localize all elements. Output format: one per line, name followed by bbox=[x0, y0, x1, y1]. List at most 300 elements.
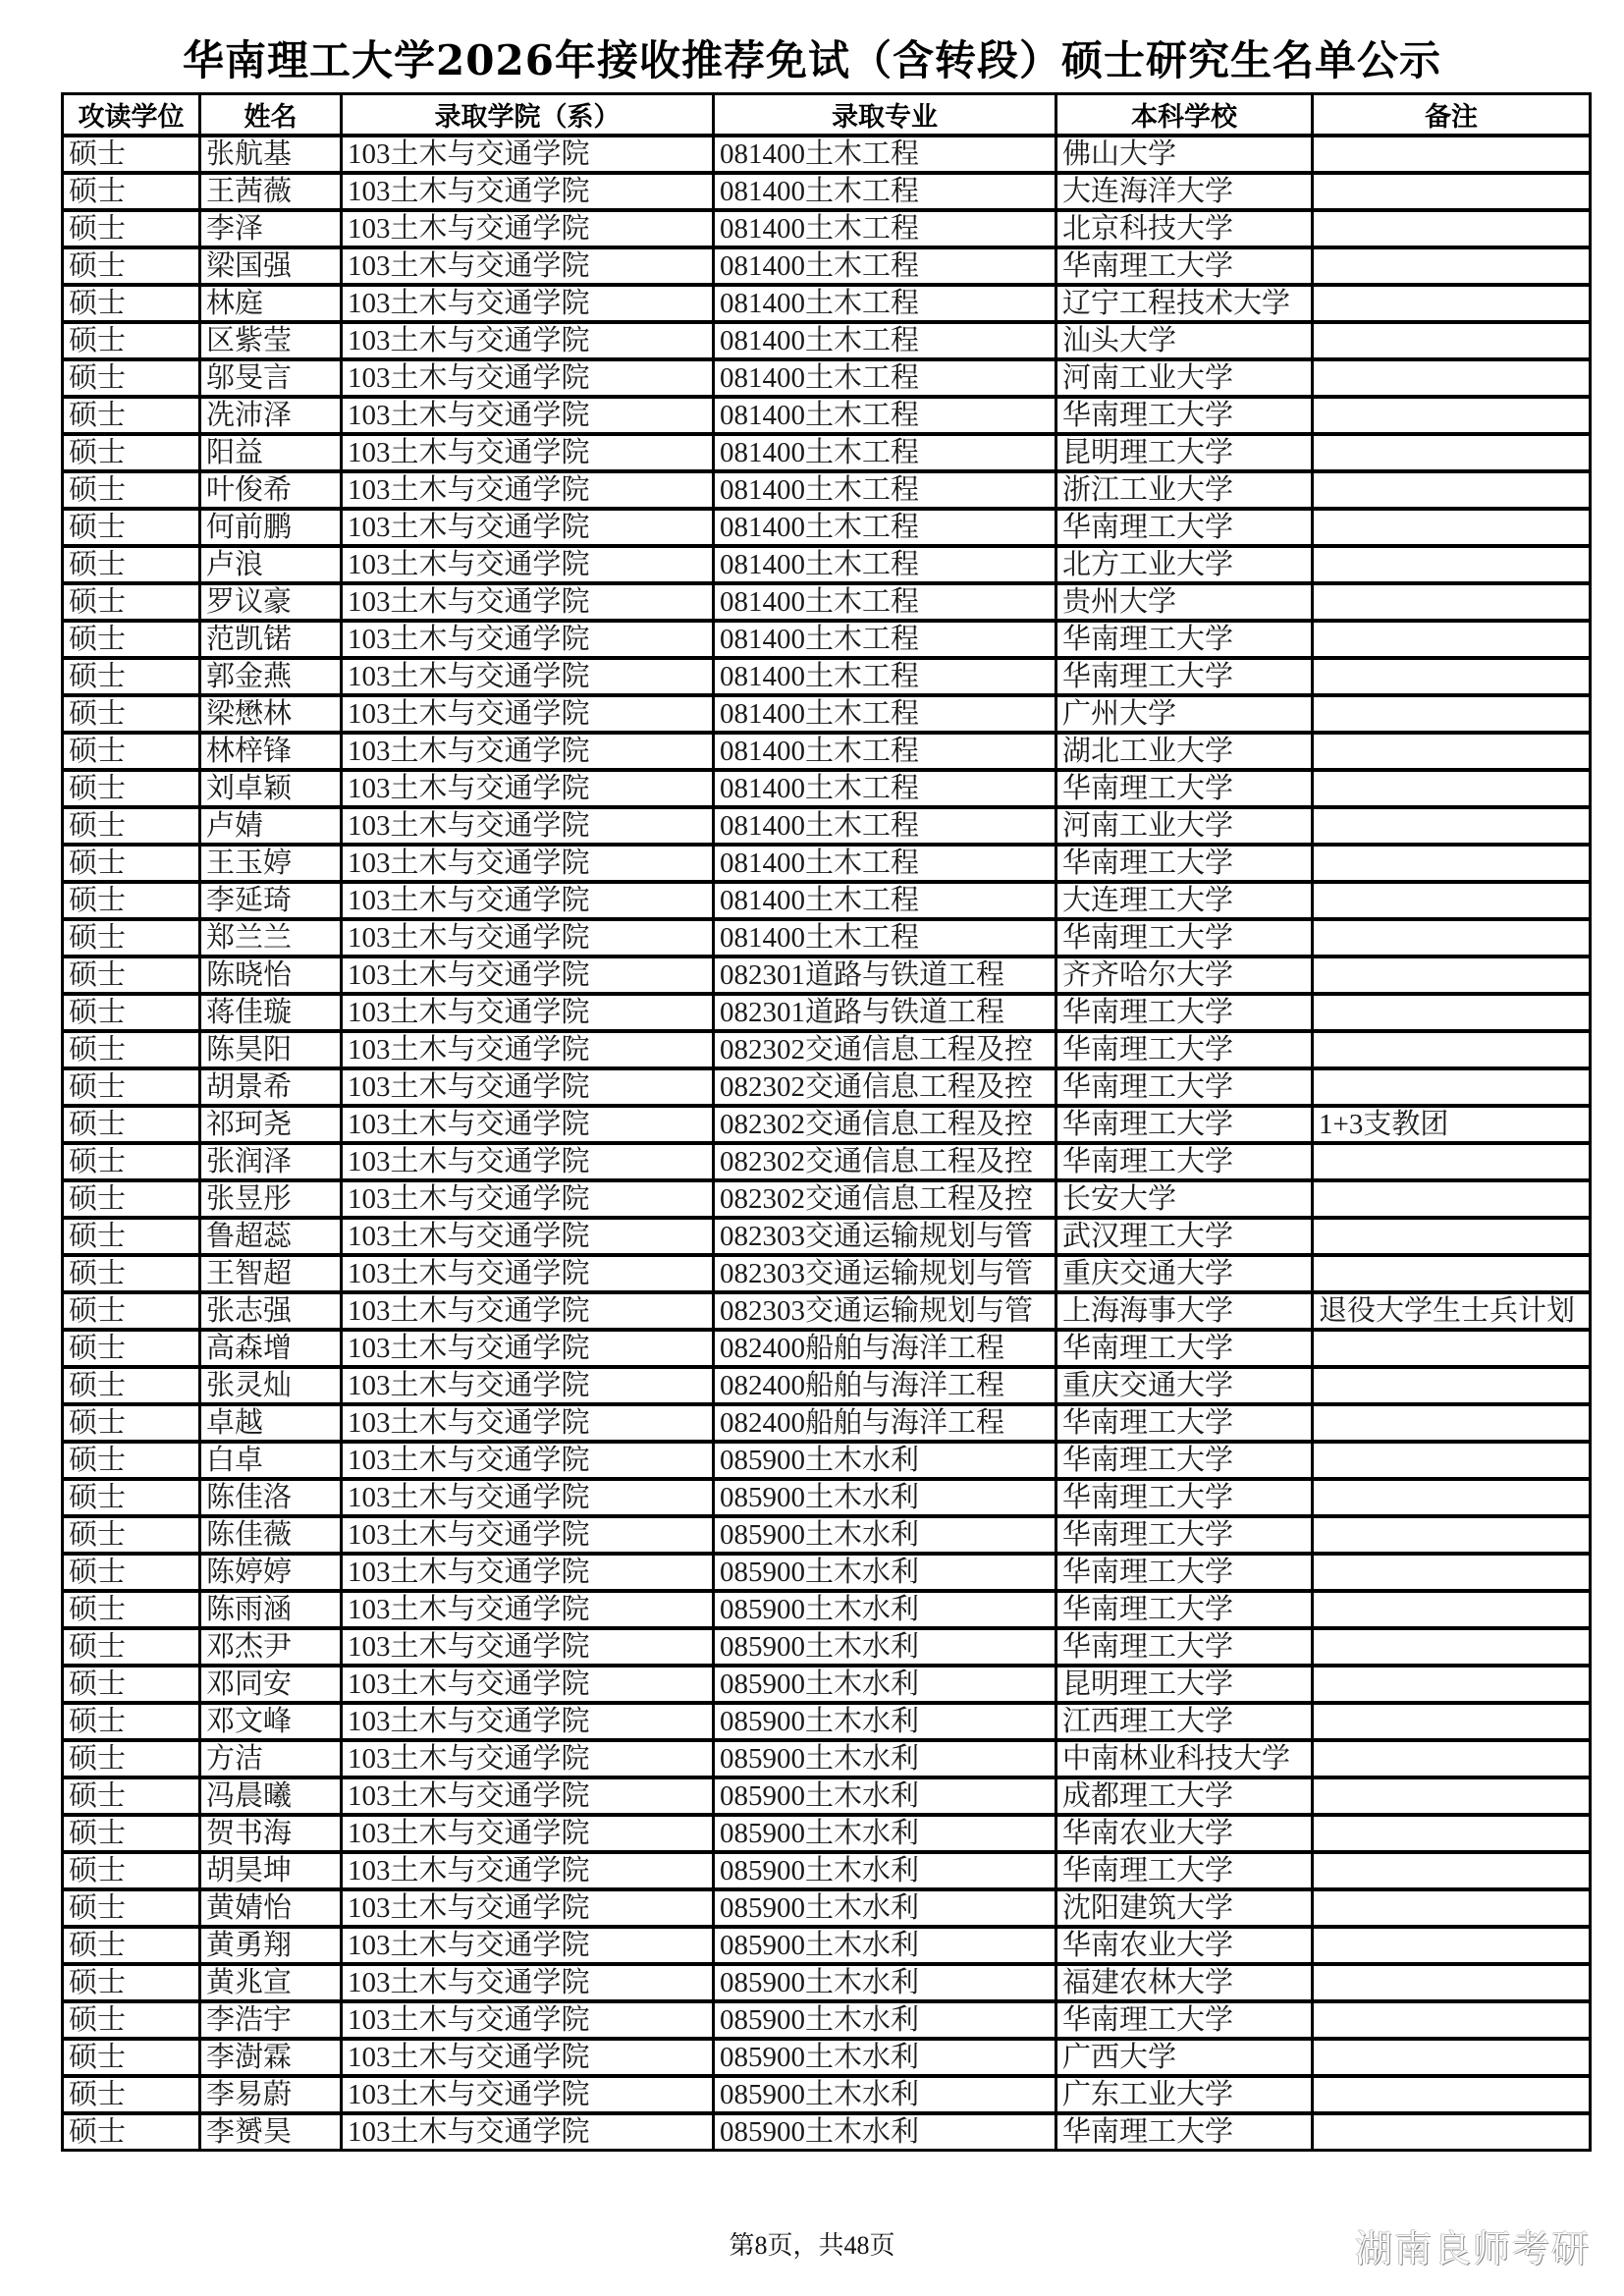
cell-undergrad-school: 湖北工业大学 bbox=[1056, 733, 1313, 770]
cell-name: 蒋佳璇 bbox=[200, 994, 342, 1031]
cell-major: 085900土木水利 bbox=[714, 1927, 1056, 1964]
cell-name: 张昱彤 bbox=[200, 1180, 342, 1218]
cell-college: 103土木与交通学院 bbox=[342, 1889, 714, 1927]
cell-remarks bbox=[1313, 434, 1591, 471]
cell-undergrad-school: 华南理工大学 bbox=[1056, 919, 1313, 957]
table-row bbox=[63, 733, 1591, 770]
cell-name: 林梓锋 bbox=[200, 733, 342, 770]
cell-degree: 硕士 bbox=[63, 2001, 200, 2039]
table-row bbox=[63, 2076, 1591, 2113]
cell-degree: 硕士 bbox=[63, 1815, 200, 1852]
cell-degree: 硕士 bbox=[63, 2076, 200, 2113]
cell-major: 081400土木工程 bbox=[714, 136, 1056, 173]
cell-college: 103土木与交通学院 bbox=[342, 845, 714, 882]
cell-name: 李澍霖 bbox=[200, 2039, 342, 2076]
cell-major: 082302交通信息工程及控 bbox=[714, 1180, 1056, 1218]
cell-undergrad-school: 华南理工大学 bbox=[1056, 1404, 1313, 1442]
cell-remarks bbox=[1313, 1367, 1591, 1404]
cell-degree: 硕士 bbox=[63, 1777, 200, 1815]
cell-remarks bbox=[1313, 1927, 1591, 1964]
cell-name: 卢婧 bbox=[200, 807, 342, 845]
page-title: 华南理工大学2026年接收推荐免试（含转段）硕士研究生名单公示 bbox=[183, 36, 1441, 84]
cell-major: 081400土木工程 bbox=[714, 546, 1056, 583]
cell-name: 陈婷婷 bbox=[200, 1554, 342, 1591]
table-row bbox=[63, 1218, 1591, 1255]
cell-name: 李赟昊 bbox=[200, 2113, 342, 2151]
cell-name: 叶俊希 bbox=[200, 471, 342, 509]
cell-undergrad-school: 华南理工大学 bbox=[1056, 770, 1313, 807]
cell-remarks: 退役大学生士兵计划 bbox=[1313, 1292, 1591, 1330]
cell-undergrad-school: 重庆交通大学 bbox=[1056, 1367, 1313, 1404]
cell-degree: 硕士 bbox=[63, 845, 200, 882]
cell-degree: 硕士 bbox=[63, 1703, 200, 1740]
cell-name: 张航基 bbox=[200, 136, 342, 173]
cell-college: 103土木与交通学院 bbox=[342, 1964, 714, 2001]
cell-college: 103土木与交通学院 bbox=[342, 397, 714, 434]
cell-major: 081400土木工程 bbox=[714, 509, 1056, 546]
cell-degree: 硕士 bbox=[63, 695, 200, 733]
table-row bbox=[63, 471, 1591, 509]
table-row bbox=[63, 1852, 1591, 1889]
cell-undergrad-school: 重庆交通大学 bbox=[1056, 1255, 1313, 1292]
cell-college: 103土木与交通学院 bbox=[342, 1106, 714, 1143]
cell-college: 103土木与交通学院 bbox=[342, 770, 714, 807]
admission-list-table bbox=[61, 92, 1592, 2152]
cell-college: 103土木与交通学院 bbox=[342, 919, 714, 957]
cell-remarks bbox=[1313, 695, 1591, 733]
table-row bbox=[63, 2113, 1591, 2151]
cell-remarks bbox=[1313, 845, 1591, 882]
table-row bbox=[63, 807, 1591, 845]
cell-major: 081400土木工程 bbox=[714, 919, 1056, 957]
cell-major: 081400土木工程 bbox=[714, 770, 1056, 807]
cell-college: 103土木与交通学院 bbox=[342, 1815, 714, 1852]
cell-college: 103土木与交通学院 bbox=[342, 1218, 714, 1255]
cell-undergrad-school: 浙江工业大学 bbox=[1056, 471, 1313, 509]
cell-name: 卓越 bbox=[200, 1404, 342, 1442]
cell-remarks bbox=[1313, 882, 1591, 919]
cell-degree: 硕士 bbox=[63, 770, 200, 807]
cell-major: 082302交通信息工程及控 bbox=[714, 1106, 1056, 1143]
table-row bbox=[63, 994, 1591, 1031]
cell-remarks bbox=[1313, 1740, 1591, 1777]
cell-college: 103土木与交通学院 bbox=[342, 1554, 714, 1591]
cell-major: 081400土木工程 bbox=[714, 173, 1056, 210]
table-row bbox=[63, 173, 1591, 210]
cell-degree: 硕士 bbox=[63, 1180, 200, 1218]
table-row bbox=[63, 658, 1591, 695]
cell-undergrad-school: 江西理工大学 bbox=[1056, 1703, 1313, 1740]
cell-remarks bbox=[1313, 621, 1591, 658]
cell-college: 103土木与交通学院 bbox=[342, 285, 714, 322]
table-row bbox=[63, 434, 1591, 471]
cell-major: 085900土木水利 bbox=[714, 1591, 1056, 1628]
cell-remarks: 1+3支教团 bbox=[1313, 1106, 1591, 1143]
table-row bbox=[63, 919, 1591, 957]
cell-major: 082303交通运输规划与管 bbox=[714, 1218, 1056, 1255]
table-row bbox=[63, 1591, 1591, 1628]
cell-degree: 硕士 bbox=[63, 359, 200, 397]
cell-college: 103土木与交通学院 bbox=[342, 1255, 714, 1292]
cell-degree: 硕士 bbox=[63, 1554, 200, 1591]
cell-major: 081400土木工程 bbox=[714, 285, 1056, 322]
cell-major: 085900土木水利 bbox=[714, 1889, 1056, 1927]
cell-major: 081400土木工程 bbox=[714, 733, 1056, 770]
cell-remarks bbox=[1313, 1255, 1591, 1292]
cell-remarks bbox=[1313, 285, 1591, 322]
cell-degree: 硕士 bbox=[63, 173, 200, 210]
cell-remarks bbox=[1313, 919, 1591, 957]
cell-college: 103土木与交通学院 bbox=[342, 882, 714, 919]
cell-name: 鲁超蕊 bbox=[200, 1218, 342, 1255]
cell-undergrad-school: 华南理工大学 bbox=[1056, 1106, 1313, 1143]
cell-remarks bbox=[1313, 397, 1591, 434]
table-row bbox=[63, 1927, 1591, 1964]
cell-undergrad-school: 华南理工大学 bbox=[1056, 2113, 1313, 2151]
cell-undergrad-school: 北方工业大学 bbox=[1056, 546, 1313, 583]
cell-degree: 硕士 bbox=[63, 397, 200, 434]
cell-undergrad-school: 昆明理工大学 bbox=[1056, 1666, 1313, 1703]
cell-college: 103土木与交通学院 bbox=[342, 1628, 714, 1666]
cell-college: 103土木与交通学院 bbox=[342, 994, 714, 1031]
table-row bbox=[63, 1964, 1591, 2001]
cell-undergrad-school: 武汉理工大学 bbox=[1056, 1218, 1313, 1255]
cell-remarks bbox=[1313, 2076, 1591, 2113]
cell-college: 103土木与交通学院 bbox=[342, 2039, 714, 2076]
table-header-row bbox=[63, 94, 1591, 137]
table-row bbox=[63, 210, 1591, 247]
cell-name: 张润泽 bbox=[200, 1143, 342, 1180]
cell-undergrad-school: 广州大学 bbox=[1056, 695, 1313, 733]
table-row bbox=[63, 359, 1591, 397]
cell-undergrad-school: 辽宁工程技术大学 bbox=[1056, 285, 1313, 322]
cell-college: 103土木与交通学院 bbox=[342, 1479, 714, 1516]
table-row bbox=[63, 1554, 1591, 1591]
admission-list-table-container bbox=[61, 92, 1589, 2152]
cell-degree: 硕士 bbox=[63, 1255, 200, 1292]
cell-major: 085900土木水利 bbox=[714, 1777, 1056, 1815]
table-row bbox=[63, 2001, 1591, 2039]
cell-major: 081400土木工程 bbox=[714, 807, 1056, 845]
cell-undergrad-school: 河南工业大学 bbox=[1056, 807, 1313, 845]
table-row bbox=[63, 695, 1591, 733]
table-row bbox=[63, 1777, 1591, 1815]
cell-major: 082301道路与铁道工程 bbox=[714, 994, 1056, 1031]
cell-undergrad-school: 上海海事大学 bbox=[1056, 1292, 1313, 1330]
cell-remarks bbox=[1313, 770, 1591, 807]
table-row bbox=[63, 1180, 1591, 1218]
cell-degree: 硕士 bbox=[63, 1740, 200, 1777]
cell-degree: 硕士 bbox=[63, 2113, 200, 2151]
cell-degree: 硕士 bbox=[63, 1927, 200, 1964]
cell-name: 罗议豪 bbox=[200, 583, 342, 621]
cell-degree: 硕士 bbox=[63, 1852, 200, 1889]
cell-major: 085900土木水利 bbox=[714, 1516, 1056, 1554]
cell-college: 103土木与交通学院 bbox=[342, 957, 714, 994]
cell-major: 081400土木工程 bbox=[714, 583, 1056, 621]
cell-name: 张志强 bbox=[200, 1292, 342, 1330]
cell-degree: 硕士 bbox=[63, 285, 200, 322]
cell-undergrad-school: 北京科技大学 bbox=[1056, 210, 1313, 247]
cell-remarks bbox=[1313, 807, 1591, 845]
cell-remarks bbox=[1313, 509, 1591, 546]
cell-name: 李延琦 bbox=[200, 882, 342, 919]
cell-remarks bbox=[1313, 957, 1591, 994]
cell-undergrad-school: 华南理工大学 bbox=[1056, 845, 1313, 882]
cell-remarks bbox=[1313, 1889, 1591, 1927]
cell-college: 103土木与交通学院 bbox=[342, 1068, 714, 1106]
table-row bbox=[63, 1889, 1591, 1927]
cell-college: 103土木与交通学院 bbox=[342, 173, 714, 210]
cell-undergrad-school: 昆明理工大学 bbox=[1056, 434, 1313, 471]
cell-degree: 硕士 bbox=[63, 994, 200, 1031]
cell-undergrad-school: 华南理工大学 bbox=[1056, 1479, 1313, 1516]
cell-name: 白卓 bbox=[200, 1442, 342, 1479]
cell-undergrad-school: 贵州大学 bbox=[1056, 583, 1313, 621]
cell-undergrad-school: 广西大学 bbox=[1056, 2039, 1313, 2076]
cell-major: 082400船舶与海洋工程 bbox=[714, 1404, 1056, 1442]
cell-college: 103土木与交通学院 bbox=[342, 1031, 714, 1068]
cell-college: 103土木与交通学院 bbox=[342, 1740, 714, 1777]
cell-college: 103土木与交通学院 bbox=[342, 509, 714, 546]
cell-college: 103土木与交通学院 bbox=[342, 1927, 714, 1964]
table-row bbox=[63, 1031, 1591, 1068]
cell-name: 卢浪 bbox=[200, 546, 342, 583]
cell-major: 085900土木水利 bbox=[714, 2039, 1056, 2076]
cell-name: 冯晨曦 bbox=[200, 1777, 342, 1815]
cell-remarks bbox=[1313, 2113, 1591, 2151]
cell-undergrad-school: 沈阳建筑大学 bbox=[1056, 1889, 1313, 1927]
cell-college: 103土木与交通学院 bbox=[342, 1404, 714, 1442]
cell-undergrad-school: 福建农林大学 bbox=[1056, 1964, 1313, 2001]
cell-name: 祁珂尧 bbox=[200, 1106, 342, 1143]
cell-name: 邬旻言 bbox=[200, 359, 342, 397]
cell-degree: 硕士 bbox=[63, 1218, 200, 1255]
cell-college: 103土木与交通学院 bbox=[342, 546, 714, 583]
cell-degree: 硕士 bbox=[63, 1404, 200, 1442]
cell-college: 103土木与交通学院 bbox=[342, 1703, 714, 1740]
cell-remarks bbox=[1313, 1031, 1591, 1068]
cell-name: 王茜薇 bbox=[200, 173, 342, 210]
cell-remarks bbox=[1313, 2039, 1591, 2076]
cell-remarks bbox=[1313, 1666, 1591, 1703]
cell-major: 085900土木水利 bbox=[714, 1479, 1056, 1516]
cell-undergrad-school: 中南林业科技大学 bbox=[1056, 1740, 1313, 1777]
cell-degree: 硕士 bbox=[63, 546, 200, 583]
cell-major: 085900土木水利 bbox=[714, 1703, 1056, 1740]
cell-major: 085900土木水利 bbox=[714, 1628, 1056, 1666]
cell-major: 081400土木工程 bbox=[714, 210, 1056, 247]
cell-major: 082303交通运输规划与管 bbox=[714, 1292, 1056, 1330]
cell-college: 103土木与交通学院 bbox=[342, 471, 714, 509]
cell-major: 082303交通运输规划与管 bbox=[714, 1255, 1056, 1292]
cell-name: 邓文峰 bbox=[200, 1703, 342, 1740]
cell-college: 103土木与交通学院 bbox=[342, 621, 714, 658]
header-major: 录取专业 bbox=[714, 94, 1056, 137]
cell-major: 085900土木水利 bbox=[714, 1442, 1056, 1479]
cell-name: 陈雨涵 bbox=[200, 1591, 342, 1628]
cell-name: 王玉婷 bbox=[200, 845, 342, 882]
cell-name: 张灵灿 bbox=[200, 1367, 342, 1404]
table-row bbox=[63, 882, 1591, 919]
cell-degree: 硕士 bbox=[63, 247, 200, 285]
cell-name: 梁懋林 bbox=[200, 695, 342, 733]
cell-name: 何前鹏 bbox=[200, 509, 342, 546]
cell-degree: 硕士 bbox=[63, 621, 200, 658]
cell-college: 103土木与交通学院 bbox=[342, 1330, 714, 1367]
table-row bbox=[63, 957, 1591, 994]
cell-college: 103土木与交通学院 bbox=[342, 2001, 714, 2039]
table-row bbox=[63, 1367, 1591, 1404]
cell-degree: 硕士 bbox=[63, 583, 200, 621]
table-row bbox=[63, 247, 1591, 285]
cell-major: 085900土木水利 bbox=[714, 2113, 1056, 2151]
cell-name: 李泽 bbox=[200, 210, 342, 247]
cell-name: 陈昊阳 bbox=[200, 1031, 342, 1068]
cell-remarks bbox=[1313, 1516, 1591, 1554]
cell-remarks bbox=[1313, 471, 1591, 509]
cell-college: 103土木与交通学院 bbox=[342, 733, 714, 770]
cell-degree: 硕士 bbox=[63, 322, 200, 359]
cell-name: 黄勇翔 bbox=[200, 1927, 342, 1964]
table-row bbox=[63, 1404, 1591, 1442]
cell-major: 081400土木工程 bbox=[714, 621, 1056, 658]
cell-undergrad-school: 河南工业大学 bbox=[1056, 359, 1313, 397]
cell-name: 陈晓怡 bbox=[200, 957, 342, 994]
cell-name: 李浩宇 bbox=[200, 2001, 342, 2039]
cell-major: 081400土木工程 bbox=[714, 247, 1056, 285]
cell-undergrad-school: 华南理工大学 bbox=[1056, 2001, 1313, 2039]
cell-name: 范凯锘 bbox=[200, 621, 342, 658]
table-row bbox=[63, 1516, 1591, 1554]
cell-major: 081400土木工程 bbox=[714, 434, 1056, 471]
cell-undergrad-school: 佛山大学 bbox=[1056, 136, 1313, 173]
cell-major: 081400土木工程 bbox=[714, 658, 1056, 695]
cell-college: 103土木与交通学院 bbox=[342, 1442, 714, 1479]
table-row bbox=[63, 1068, 1591, 1106]
cell-remarks bbox=[1313, 1628, 1591, 1666]
header-degree: 攻读学位 bbox=[63, 94, 200, 137]
cell-remarks bbox=[1313, 1815, 1591, 1852]
table-row bbox=[63, 583, 1591, 621]
cell-college: 103土木与交通学院 bbox=[342, 1852, 714, 1889]
cell-name: 黄兆宣 bbox=[200, 1964, 342, 2001]
table-row bbox=[63, 770, 1591, 807]
cell-remarks bbox=[1313, 1554, 1591, 1591]
cell-undergrad-school: 广东工业大学 bbox=[1056, 2076, 1313, 2113]
cell-college: 103土木与交通学院 bbox=[342, 2113, 714, 2151]
cell-major: 085900土木水利 bbox=[714, 1554, 1056, 1591]
table-row bbox=[63, 2039, 1591, 2076]
cell-remarks bbox=[1313, 1330, 1591, 1367]
table-row bbox=[63, 1815, 1591, 1852]
cell-undergrad-school: 华南农业大学 bbox=[1056, 1927, 1313, 1964]
cell-college: 103土木与交通学院 bbox=[342, 322, 714, 359]
cell-undergrad-school: 华南理工大学 bbox=[1056, 1516, 1313, 1554]
cell-major: 082400船舶与海洋工程 bbox=[714, 1367, 1056, 1404]
table-row bbox=[63, 136, 1591, 173]
cell-undergrad-school: 成都理工大学 bbox=[1056, 1777, 1313, 1815]
watermark-text: 湖南良师考研 bbox=[1355, 2227, 1592, 2270]
cell-remarks bbox=[1313, 1777, 1591, 1815]
cell-name: 胡昊坤 bbox=[200, 1852, 342, 1889]
cell-remarks bbox=[1313, 1964, 1591, 2001]
cell-degree: 硕士 bbox=[63, 210, 200, 247]
table-row bbox=[63, 845, 1591, 882]
cell-remarks bbox=[1313, 1143, 1591, 1180]
cell-remarks bbox=[1313, 1068, 1591, 1106]
cell-major: 085900土木水利 bbox=[714, 1964, 1056, 2001]
cell-undergrad-school: 华南理工大学 bbox=[1056, 1852, 1313, 1889]
cell-college: 103土木与交通学院 bbox=[342, 1143, 714, 1180]
cell-undergrad-school: 华南理工大学 bbox=[1056, 1628, 1313, 1666]
cell-major: 081400土木工程 bbox=[714, 845, 1056, 882]
cell-major: 085900土木水利 bbox=[714, 1666, 1056, 1703]
cell-degree: 硕士 bbox=[63, 1964, 200, 2001]
cell-name: 贺书海 bbox=[200, 1815, 342, 1852]
cell-degree: 硕士 bbox=[63, 919, 200, 957]
cell-college: 103土木与交通学院 bbox=[342, 1516, 714, 1554]
cell-major: 085900土木水利 bbox=[714, 1740, 1056, 1777]
cell-college: 103土木与交通学院 bbox=[342, 434, 714, 471]
cell-remarks bbox=[1313, 583, 1591, 621]
cell-degree: 硕士 bbox=[63, 1628, 200, 1666]
cell-major: 085900土木水利 bbox=[714, 1852, 1056, 1889]
cell-remarks bbox=[1313, 173, 1591, 210]
cell-name: 黄婧怡 bbox=[200, 1889, 342, 1927]
table-row bbox=[63, 1703, 1591, 1740]
cell-remarks bbox=[1313, 2001, 1591, 2039]
cell-name: 邓同安 bbox=[200, 1666, 342, 1703]
cell-major: 085900土木水利 bbox=[714, 2001, 1056, 2039]
cell-college: 103土木与交通学院 bbox=[342, 1180, 714, 1218]
cell-degree: 硕士 bbox=[63, 1367, 200, 1404]
cell-undergrad-school: 华南理工大学 bbox=[1056, 1591, 1313, 1628]
cell-degree: 硕士 bbox=[63, 1031, 200, 1068]
table-row bbox=[63, 1628, 1591, 1666]
cell-college: 103土木与交通学院 bbox=[342, 658, 714, 695]
cell-name: 郭金燕 bbox=[200, 658, 342, 695]
cell-degree: 硕士 bbox=[63, 471, 200, 509]
cell-degree: 硕士 bbox=[63, 807, 200, 845]
cell-college: 103土木与交通学院 bbox=[342, 2076, 714, 2113]
cell-name: 高森增 bbox=[200, 1330, 342, 1367]
cell-undergrad-school: 华南理工大学 bbox=[1056, 994, 1313, 1031]
cell-college: 103土木与交通学院 bbox=[342, 247, 714, 285]
cell-undergrad-school: 齐齐哈尔大学 bbox=[1056, 957, 1313, 994]
cell-degree: 硕士 bbox=[63, 1143, 200, 1180]
cell-remarks bbox=[1313, 136, 1591, 173]
table-row bbox=[63, 1330, 1591, 1367]
header-college: 录取学院（系） bbox=[342, 94, 714, 137]
cell-name: 李易蔚 bbox=[200, 2076, 342, 2113]
cell-name: 方洁 bbox=[200, 1740, 342, 1777]
cell-degree: 硕士 bbox=[63, 882, 200, 919]
table-row bbox=[63, 1106, 1591, 1143]
cell-college: 103土木与交通学院 bbox=[342, 1777, 714, 1815]
table-row bbox=[63, 1740, 1591, 1777]
cell-degree: 硕士 bbox=[63, 2039, 200, 2076]
cell-college: 103土木与交通学院 bbox=[342, 1367, 714, 1404]
cell-undergrad-school: 华南理工大学 bbox=[1056, 1442, 1313, 1479]
cell-remarks bbox=[1313, 322, 1591, 359]
cell-degree: 硕士 bbox=[63, 1889, 200, 1927]
cell-college: 103土木与交通学院 bbox=[342, 210, 714, 247]
cell-remarks bbox=[1313, 247, 1591, 285]
table-row bbox=[63, 621, 1591, 658]
cell-remarks bbox=[1313, 733, 1591, 770]
cell-remarks bbox=[1313, 1218, 1591, 1255]
